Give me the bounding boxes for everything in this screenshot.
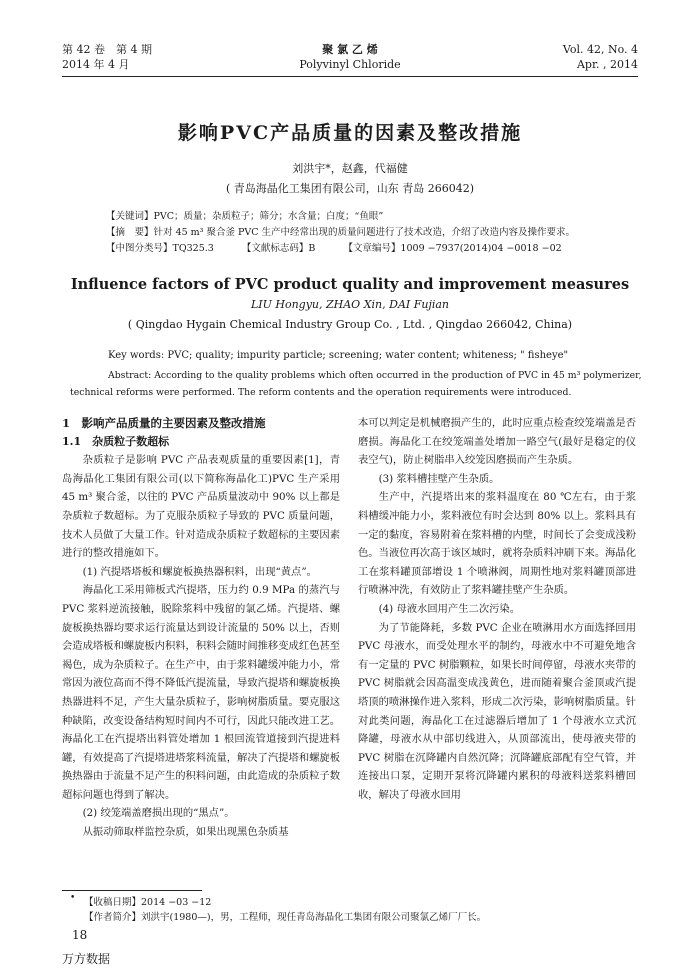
- bullet-icon: •: [70, 893, 76, 903]
- journal-name-cn: 聚 氯 乙 烯: [322, 43, 378, 56]
- paragraph: 海晶化工采用筛板式汽提塔，压力约 0.9 MPa 的蒸汽与 PVC 浆料逆流接触，脱除浆料中残留的氯乙烯。汽提塔、螺旋板换热器均要求运行流量达到设计流量的 50% 以上，否则会造成塔板和螺旋板内积料，积料会随时间推移变成红色甚至褐色，成为杂质粒子。在生产中，由于浆料罐缓冲能力小，常常因为液位高而不得不降低汽提流量，导致汽提塔和螺旋板换热器进料不足，产生大量杂质粒子，影响树脂质量。要克服这种缺陷，改变设备结构短时间内不可行，因此只能改进工艺。海晶化工在汽提塔出料管处增加 1 根回流管道接到汽提进料罐，有效提高了汽提塔进塔浆料流量，解决了汽提塔和螺旋板换热器由于流量不足产生的积料问题，由此造成的杂质粒子数超标问题也得到了解决。: [62, 584, 341, 801]
- paragraph: 杂质粒子是影响 PVC 产品表观质量的重要因素[1]，青岛海晶化工集团有限公司(以下简称海晶化工)PVC 生产采用 45 m³ 聚合釜，以往的 PVC 产品质量波动中 90% 以上都是杂质粒子数超标。为了克服杂质粒子导致的 PVC 质量问题，技术人员做了大量工作。针对造成杂质粒子数超标的主要因素进行的整改措施如下。: [62, 454, 341, 560]
- body-column-left: [62, 414, 340, 842]
- document-code: 【文献标志码】B: [241, 243, 316, 254]
- volume-en: Vol. 42, No. 4: [562, 43, 638, 56]
- abstract-cn: 【摘 要】针对 45 m³ 聚合釜 PVC 生产中经常出现的质量问题进行了技术改造，介绍了改造内容及操作要求。: [106, 227, 576, 238]
- paragraph: 本可以判定是机械磨损产生的，此时应重点检查绞笼端盖是否磨损。海晶化工在绞笼端盖处增加一路空气(最好是稳定的仪表空气)，防止树脂串入绞笼因磨损而产生杂质。: [358, 417, 637, 467]
- article-number: 【文章编号】1009 −7937(2014)04 −0018 −02: [343, 243, 562, 254]
- paragraph: 为了节能降耗，多数 PVC 企业在喷淋用水方面选择回用 PVC 母液水，而受处理水平的制约，母液水中不可避免地含有一定量的 PVC 树脂颗粒，如果长时间停留，母液水夹带的 PVC 树脂就会因高温变成浅黄色，进而随着聚合釜顶或汽提塔顶的喷淋操作进入浆料，形成二次污染，影响树脂质量。针对此类问题，海晶化工在过滤器后增加了 1 个母液水立式沉降罐，母液水从中部切线进入，从顶部流出，使母液夹带的 PVC 树脂在沉降罐内自然沉降；沉降罐底部配有空气管，并连接出口泵，定期开泵将沉降罐内累积的母液料送浆料槽回收，解决了母液水回用: [358, 621, 637, 801]
- keywords-en: Key words: PVC; quality; impurity particle; screening; water content; whiteness; " fisheye": [108, 350, 569, 361]
- section-heading-1: 1 影响产品质量的主要因素及整改措施: [62, 416, 266, 430]
- affiliation-en: ( Qingdao Hygain Chemical Industry Group Co. , Ltd. , Qingdao 266042, China): [127, 318, 573, 331]
- header-rule: [62, 76, 638, 77]
- header-right: [563, 42, 638, 72]
- item-heading: (4) 母液水回用产生二次污染。: [378, 602, 521, 615]
- paragraph: 从振动筛取样监控杂质，如果出现黑色杂质基: [82, 826, 289, 839]
- affiliation-cn: ( 青岛海晶化工集团有限公司，山东 青岛 266042): [225, 182, 475, 195]
- item-heading: (2) 绞笼端盖磨损出现的“黑点”。: [82, 807, 235, 820]
- author-bio: 【作者简介】刘洪宇(1980—)，男，工程师，现任青岛海晶化工集团有限公司聚氯乙烯厂厂长。: [84, 912, 487, 923]
- header-center: [62, 42, 638, 72]
- page-number: 18: [72, 928, 88, 942]
- journal-name-en: Polyvinyl Chloride: [299, 58, 401, 71]
- date-en: Apr. , 2014: [576, 58, 638, 71]
- clc-number: 【中图分类号】TQ325.3: [106, 243, 214, 254]
- volume-cn: 第 42 卷 第 4 期: [62, 43, 152, 56]
- watermark: 万方数据: [62, 952, 111, 966]
- item-heading: (1) 汽提塔塔板和螺旋板换热器积料，出现“黄点”。: [82, 565, 317, 578]
- title-cn: 影响PVC产品质量的因素及整改措施: [177, 122, 523, 144]
- item-heading: (3) 浆料槽挂壁产生杂质。: [378, 472, 500, 485]
- keywords-cn: 【关键词】PVC；质量；杂质粒子；筛分；水含量；白度；“鱼眼”: [106, 211, 384, 222]
- classification-line: [106, 242, 666, 256]
- paragraph: 生产中，汽提塔出来的浆料温度在 80 ℃左右，由于浆料槽缓冲能力小，浆料液位有时会达到 80% 以上。浆料具有一定的黏度，容易附着在浆料槽的内壁，时间长了会变成浅粉色。当液位再次高于该区域时，就将杂质料冲刷下来。海晶化工在浆料罐顶部增设 1 个喷淋阀，周期性地对浆料罐顶部进行喷淋冲洗，有效防止了浆料罐挂壁产生杂质。: [358, 491, 637, 597]
- authors-en: LIU Hongyu, ZHAO Xin, DAI Fujian: [250, 298, 450, 311]
- received-date: 【收稿日期】2014 −03 −12: [84, 897, 212, 908]
- date-cn: 2014 年 4 月: [62, 58, 130, 71]
- title-en: Influence factors of PVC product quality and improvement measures: [70, 276, 630, 293]
- abstract-en: Abstract: According to the quality problems which often occurred in the production of PVC in 45 m³ polymerizer, technical reforms were performed. The reform contents and the operation requirements were introduced.: [70, 370, 642, 398]
- authors-cn: 刘洪宇*，赵鑫，代福健: [292, 162, 408, 175]
- body-column-right: [358, 414, 636, 804]
- footnote-rule: [62, 890, 202, 891]
- subsection-heading-1-1: 1.1 杂质粒子数超标: [62, 434, 170, 448]
